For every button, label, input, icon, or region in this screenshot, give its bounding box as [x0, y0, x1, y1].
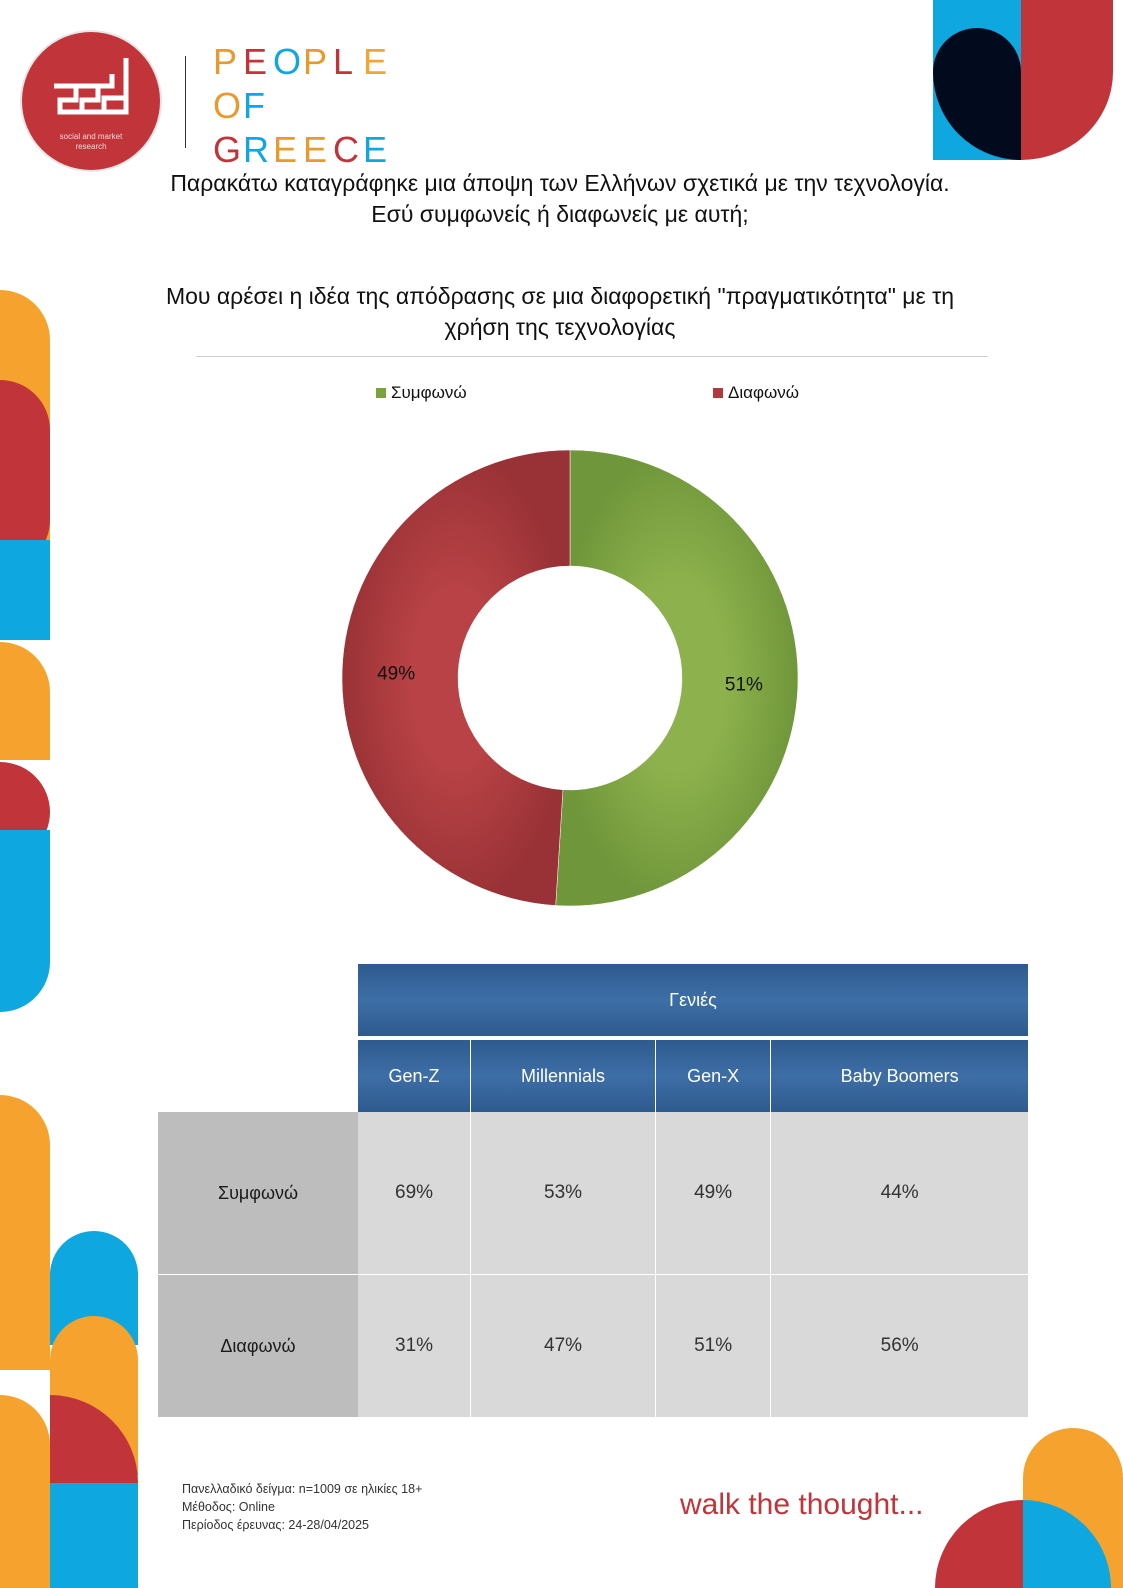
top-right-decoration — [933, 0, 1123, 162]
brand-letter: O — [213, 85, 242, 126]
table-cell: 44% — [771, 1112, 1028, 1275]
brand-letter: C — [333, 129, 359, 170]
column-header-gen-z: Gen-Z — [358, 1040, 471, 1112]
brand-letter: E — [273, 129, 298, 170]
column-header-baby-boomers: Baby Boomers — [771, 1040, 1028, 1112]
brand-letter: E — [243, 41, 268, 82]
table-cell: 56% — [771, 1275, 1028, 1418]
table-cell: 69% — [358, 1112, 471, 1275]
table-corner-2 — [158, 1040, 358, 1112]
table-cell: 51% — [656, 1275, 771, 1418]
table-cell: 49% — [656, 1112, 771, 1275]
legend-item-agree — [376, 383, 467, 403]
generations-table — [158, 964, 1028, 1418]
data-label: 49% — [377, 663, 416, 685]
brand-letter: L — [333, 41, 354, 82]
logo-tagline: social and market research — [59, 132, 123, 151]
brand-letter: O — [273, 41, 302, 82]
brand-letter: P — [303, 41, 328, 82]
bottom-right-decoration — [935, 1418, 1123, 1588]
footnotes — [182, 1480, 422, 1534]
column-header-millennials: Millennials — [471, 1040, 656, 1112]
table-cell: 31% — [358, 1275, 471, 1418]
legend-label-disagree: Διαφωνώ — [728, 383, 800, 402]
left-decoration — [0, 290, 52, 1020]
table-cell: 53% — [471, 1112, 656, 1275]
legend-swatch-disagree — [713, 388, 723, 398]
row-label-agree: Συμφωνώ — [158, 1112, 358, 1275]
brand-letter: E — [363, 41, 388, 82]
brand-letter: E — [303, 129, 328, 170]
slogan: walk the thought... — [680, 1488, 924, 1521]
brand-line — [213, 40, 393, 84]
legend-swatch-agree — [376, 388, 386, 398]
footnote-period: Περίοδος έρευνας: 24-28/04/2025 — [182, 1518, 370, 1532]
brand-line — [213, 128, 393, 172]
table-group-header: Γενιές — [358, 964, 1028, 1040]
logo-divider — [185, 56, 186, 148]
footnote-sample: Πανελλαδικό δείγμα: n=1009 σε ηλικίες 18+ — [182, 1482, 423, 1496]
company-logo — [22, 32, 160, 170]
table-cell: 47% — [471, 1275, 656, 1418]
legend-item-disagree — [713, 383, 799, 403]
table-corner — [158, 964, 358, 1040]
brand-letter: G — [213, 129, 242, 170]
chart-title: Μου αρέσει η ιδέα της απόδρασης σε μια διαφορετική "πραγματικότητα" με τη χρήση της τεχνολογίας — [165, 283, 955, 340]
people-of-greece-wordmark — [213, 40, 393, 172]
row-label-disagree: Διαφωνώ — [158, 1275, 358, 1418]
footnote-method: Μέθοδος: Online — [182, 1500, 275, 1514]
table-row-agree — [158, 1112, 1028, 1275]
brand-letter: E — [363, 129, 388, 170]
left-bottom-decoration — [0, 1095, 140, 1588]
brand-line — [213, 84, 393, 128]
title-divider — [196, 356, 988, 357]
data-label: 51% — [724, 674, 763, 696]
table-row-disagree — [158, 1275, 1028, 1418]
brand-letter: F — [243, 85, 265, 126]
donut-chart — [340, 448, 800, 908]
column-header-gen-x: Gen-X — [656, 1040, 771, 1112]
legend-label-agree: Συμφωνώ — [391, 383, 467, 402]
survey-question: Παρακάτω καταγράφηκε μια άποψη των Ελλήνων σχετικά με την τεχνολογία. Εσύ συμφωνείς ή διαφωνείς με αυτή; — [170, 170, 950, 227]
brand-letter: R — [243, 129, 269, 170]
brand-letter: P — [213, 41, 238, 82]
logo-mark-icon — [52, 54, 132, 124]
